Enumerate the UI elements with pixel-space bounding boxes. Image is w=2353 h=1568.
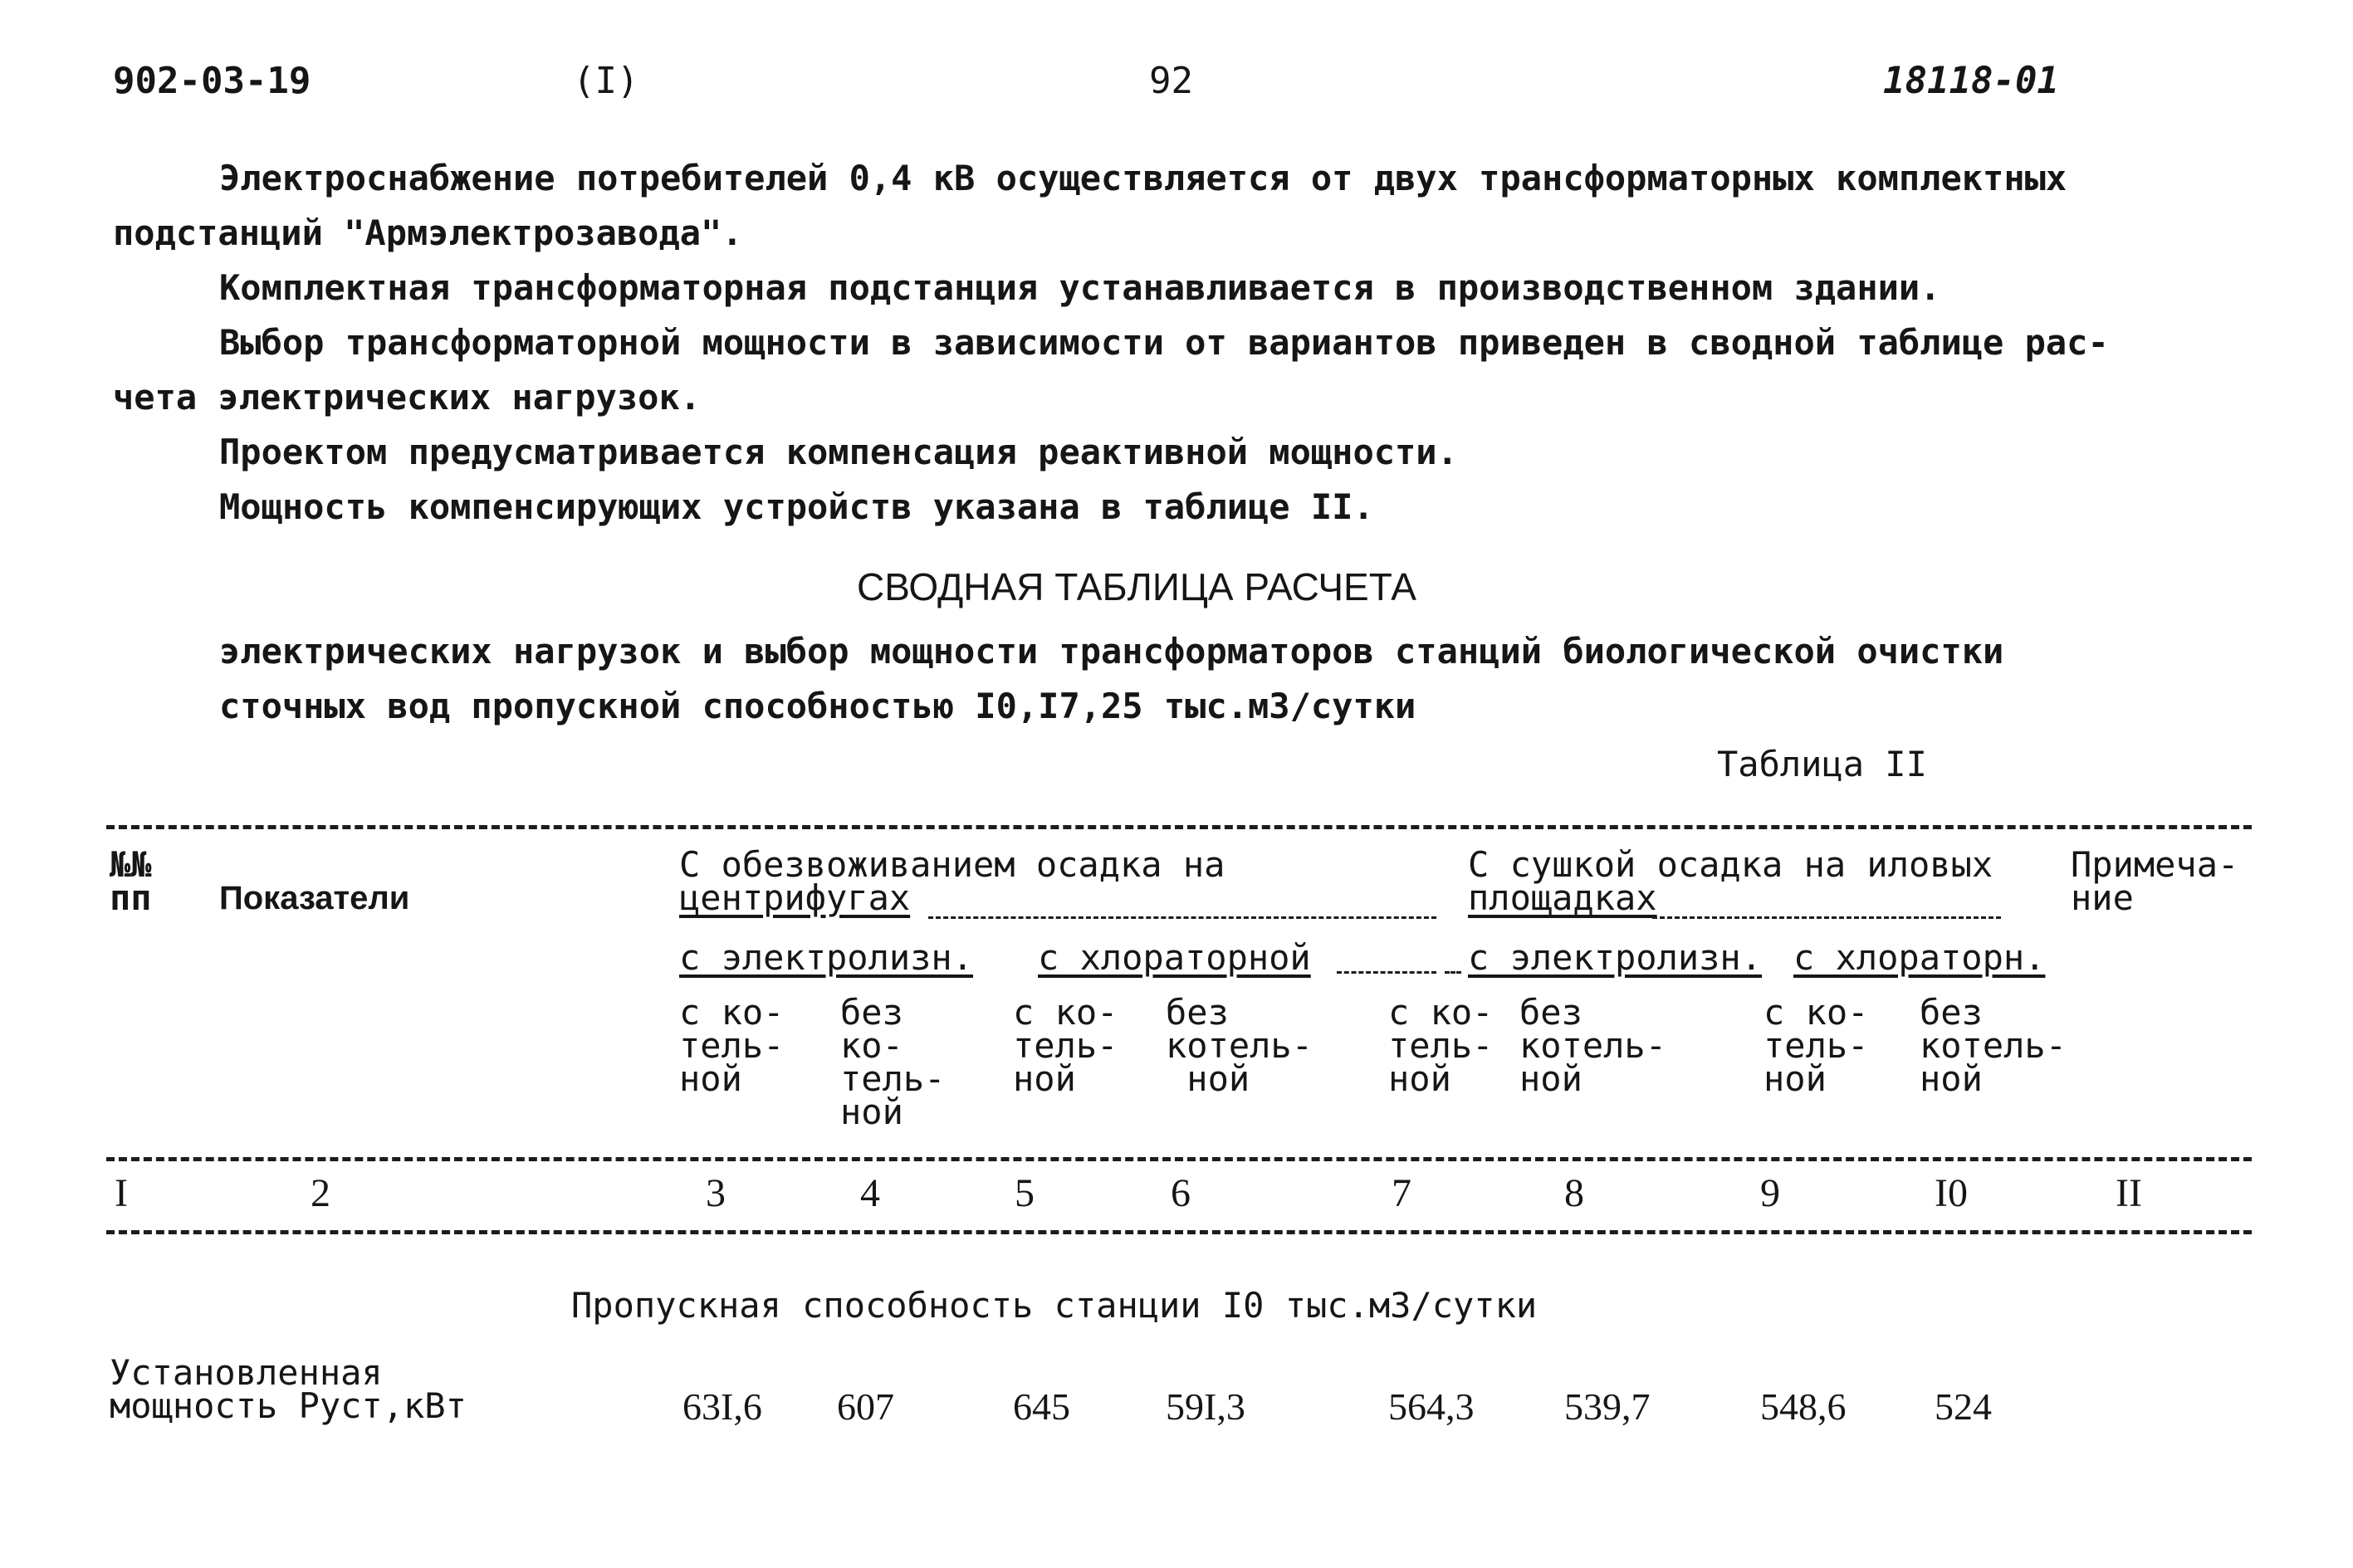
col-number-2: 2: [311, 1171, 330, 1215]
col-number-9: 9: [1760, 1171, 1780, 1215]
leaf-header-3: с ко- тель- ной: [679, 992, 785, 1099]
group-b-underline: [1652, 916, 2001, 919]
col-number-10: I0: [1935, 1171, 1968, 1215]
leaf-header-10: без котель- ной: [1920, 992, 2067, 1099]
col-no-header: №№ пп: [110, 844, 152, 918]
column-numbers-bottom-rule: [106, 1230, 2252, 1234]
sub-b2-header: с хлораторн.: [1793, 937, 2046, 978]
leaf-header-5: с ко- тель- ной: [1013, 992, 1118, 1099]
row-value-8: 539,7: [1564, 1385, 1651, 1428]
col-number-1: I: [115, 1171, 128, 1215]
row-label: Установленная мощность Руст,кВт: [110, 1352, 467, 1426]
col-number-11: II: [2116, 1171, 2142, 1215]
col-note-header: Примеча- ние: [2071, 844, 2239, 918]
row-value-7: 564,3: [1388, 1385, 1475, 1428]
group-a-header: С обезвоживанием осадка на центрифугах: [679, 844, 1225, 918]
col-number-5: 5: [1015, 1171, 1035, 1215]
paragraph-line-6: Проектом предусматривается компенсация реактивной мощности.: [219, 432, 1458, 472]
row-value-3: 63I,6: [682, 1385, 762, 1428]
table-top-rule: [106, 825, 2252, 829]
group-b-header: С сушкой осадка на иловых площадках: [1468, 844, 1993, 918]
sub-a2-header: с хлораторной: [1038, 937, 1311, 978]
table-subtitle-line-2: сточных вод пропускной способностью I0,I7,25 тыс.м3/сутки: [219, 686, 1416, 726]
leaf-header-4: без ко- тель- ной: [840, 992, 946, 1132]
document-code: 902-03-19: [113, 60, 311, 102]
row-value-5: 645: [1013, 1385, 1070, 1428]
leaf-header-7: с ко- тель- ной: [1388, 992, 1494, 1099]
col-number-4: 4: [860, 1171, 880, 1215]
paragraph-line-5: чета электрических нагрузок.: [113, 377, 702, 418]
col-number-6: 6: [1171, 1171, 1191, 1215]
col-indicators-header: Показатели: [219, 880, 410, 916]
group-a-underline: [928, 916, 1436, 919]
sub-b1-lead: [1445, 971, 1461, 974]
table-title: СВОДНАЯ ТАБЛИЦА РАСЧЕТА: [857, 565, 1416, 608]
part-number: (I): [573, 60, 639, 102]
leaf-header-6: без котель- ной: [1166, 992, 1313, 1099]
table-label: Таблица II: [1717, 744, 1927, 784]
paragraph-line-3: Комплектная трансформаторная подстанция устанавливается в производственном здании.: [219, 267, 1941, 308]
col-number-7: 7: [1392, 1171, 1411, 1215]
table-subtitle-line-1: электрических нагрузок и выбор мощности трансформаторов станций биологической очистки: [219, 631, 2004, 672]
sub-a2-tail: [1337, 971, 1436, 974]
row-value-4: 607: [837, 1385, 894, 1428]
sheet-number: 18118-01: [1883, 60, 2059, 102]
col-number-8: 8: [1564, 1171, 1584, 1215]
sub-b1-header: с электролизн.: [1468, 937, 1763, 978]
leaf-header-8: без котель- ной: [1519, 992, 1667, 1099]
row-value-10: 524: [1935, 1385, 1992, 1428]
paragraph-line-2: подстанций "Армэлектрозавода".: [113, 212, 743, 253]
page-number: 92: [1149, 60, 1193, 102]
column-numbers-top-rule: [106, 1157, 2252, 1161]
row-value-9: 548,6: [1760, 1385, 1847, 1428]
leaf-header-9: с ко- тель- ной: [1764, 992, 1869, 1099]
sub-a1-header: с электролизн.: [679, 937, 974, 978]
row-value-6: 59I,3: [1166, 1385, 1245, 1428]
paragraph-line-7: Мощность компенсирующих устройств указана в таблице II.: [219, 486, 1374, 527]
col-number-3: 3: [706, 1171, 726, 1215]
paragraph-line-4: Выбор трансформаторной мощности в зависимости от вариантов приведен в сводной таблице рас-: [219, 322, 2109, 363]
paragraph-line-1: Электроснабжение потребителей 0,4 кВ осуществляется от двух трансформаторных комплектных: [219, 158, 2067, 198]
section-title: Пропускная способность станции I0 тыс.м3/сутки: [571, 1285, 1538, 1326]
